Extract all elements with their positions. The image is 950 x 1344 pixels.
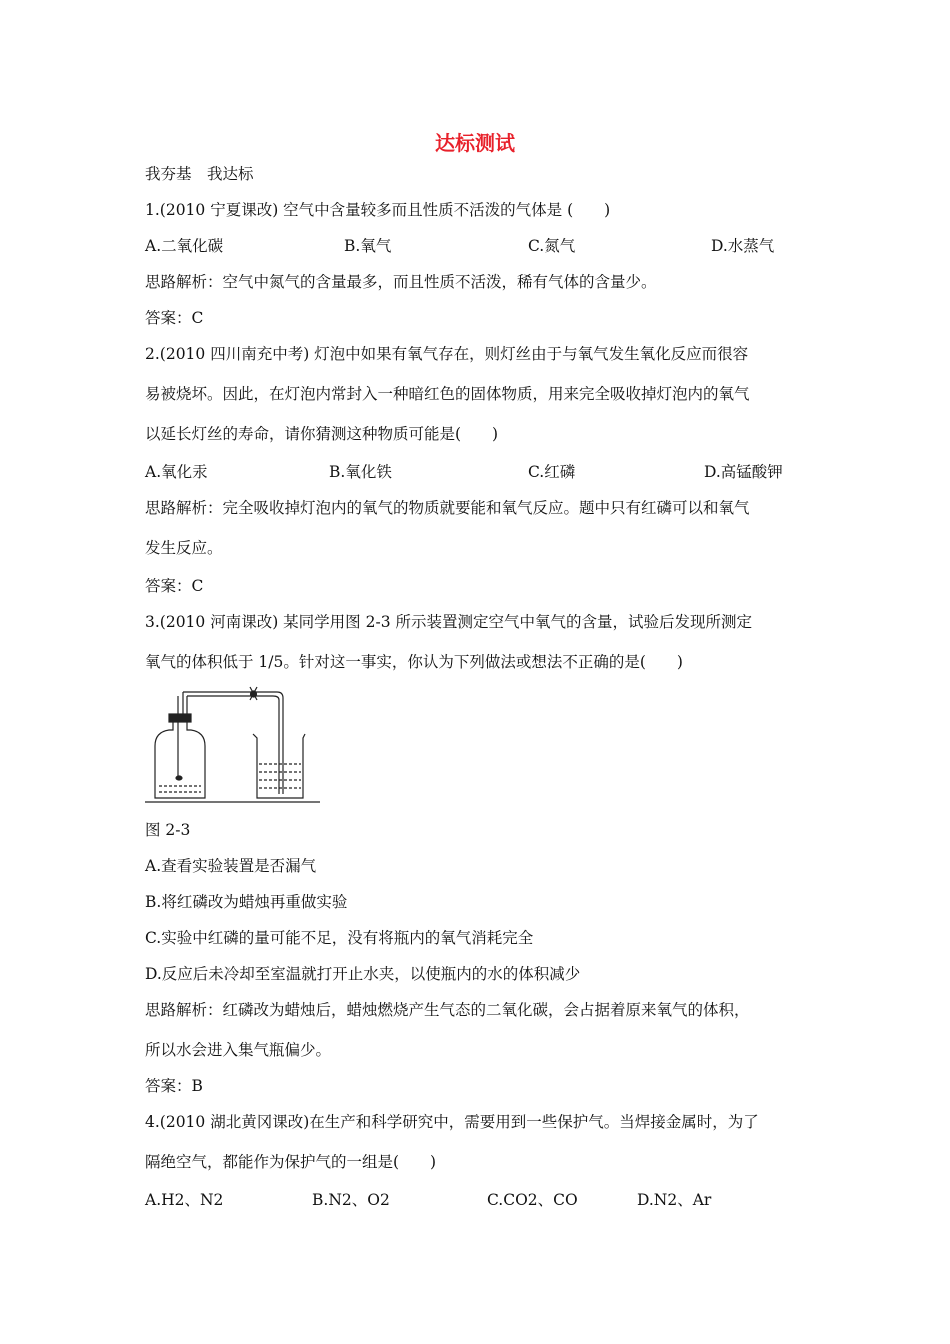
q1-option-d: D.水蒸气	[711, 237, 775, 255]
q3-figure-caption: 图 2-3	[145, 821, 191, 839]
q4-option-b: B.N2、O2	[312, 1191, 390, 1209]
q1-option-c: C.氮气	[528, 237, 576, 255]
q1-analysis: 思路解析：空气中氮气的含量最多，而且性质不活泼，稀有气体的含量少。	[145, 273, 657, 291]
q2-option-d: D.高锰酸钾	[704, 463, 783, 481]
q4-stem-line-1: 4.(2010 湖北黄冈课改)在生产和科学研究中，需要用到一些保护气。当焊接金属时，为了	[145, 1113, 759, 1131]
section-heading: 我夯基 我达标	[145, 165, 254, 183]
q1-option-a: A.二氧化碳	[145, 237, 224, 255]
apparatus-drawing	[145, 687, 320, 802]
q3-answer: 答案：B	[145, 1077, 203, 1095]
q3-analysis-line-2: 所以水会进入集气瓶偏少。	[145, 1041, 332, 1059]
apparatus-diagram	[145, 686, 325, 806]
q3-option-b: B.将红磷改为蜡烛再重做实验	[145, 893, 348, 911]
q2-answer: 答案：C	[145, 577, 204, 595]
q2-stem-line-1: 2.(2010 四川南充中考) 灯泡中如果有氧气存在，则灯丝由于与氧气发生氧化反应而很容	[145, 345, 749, 363]
q3-stem-line-1: 3.(2010 河南课改) 某同学用图 2-3 所示装置测定空气中氧气的含量，试验后发现所测定	[145, 613, 752, 631]
q3-analysis-line-1: 思路解析：红磷改为蜡烛后，蜡烛燃烧产生气态的二氧化碳，会占据着原来氧气的体积，	[145, 1001, 750, 1019]
q3-option-c: C.实验中红磷的量可能不足，没有将瓶内的氧气消耗完全	[145, 929, 534, 947]
q4-option-a: A.H2、N2	[145, 1191, 224, 1209]
q2-option-c: C.红磷	[528, 463, 576, 481]
q3-option-d: D.反应后未冷却至室温就打开止水夹，以使瓶内的水的体积减少	[145, 965, 581, 983]
q2-option-a: A.氧化汞	[145, 463, 208, 481]
q2-stem-line-3: 以延长灯丝的寿命，请你猜测这种物质可能是( )	[145, 425, 499, 443]
q1-stem: 1.(2010 宁夏课改) 空气中含量较多而且性质不活泼的气体是 ( )	[145, 201, 611, 219]
q3-option-a: A.查看实验装置是否漏气	[145, 857, 317, 875]
q4-stem-line-2: 隔绝空气，都能作为保护气的一组是( )	[145, 1153, 437, 1171]
q4-option-c: C.CO2、CO	[487, 1191, 578, 1209]
q4-option-d: D.N2、Ar	[637, 1191, 712, 1209]
page-title: 达标测试	[435, 131, 515, 155]
q2-option-b: B.氧化铁	[329, 463, 392, 481]
q2-analysis-line-1: 思路解析：完全吸收掉灯泡内的氧气的物质就要能和氧气反应。题中只有红磷可以和氧气	[145, 499, 750, 517]
q3-stem-line-2: 氧气的体积低于 1/5。针对这一事实，你认为下列做法或想法不正确的是( )	[145, 653, 683, 671]
q1-answer: 答案：C	[145, 309, 204, 327]
q1-option-b: B.氧气	[344, 237, 392, 255]
q2-analysis-line-2: 发生反应。	[145, 539, 223, 557]
q2-stem-line-2: 易被烧坏。因此，在灯泡内常封入一种暗红色的固体物质，用来完全吸收掉灯泡内的氧气	[145, 385, 750, 403]
